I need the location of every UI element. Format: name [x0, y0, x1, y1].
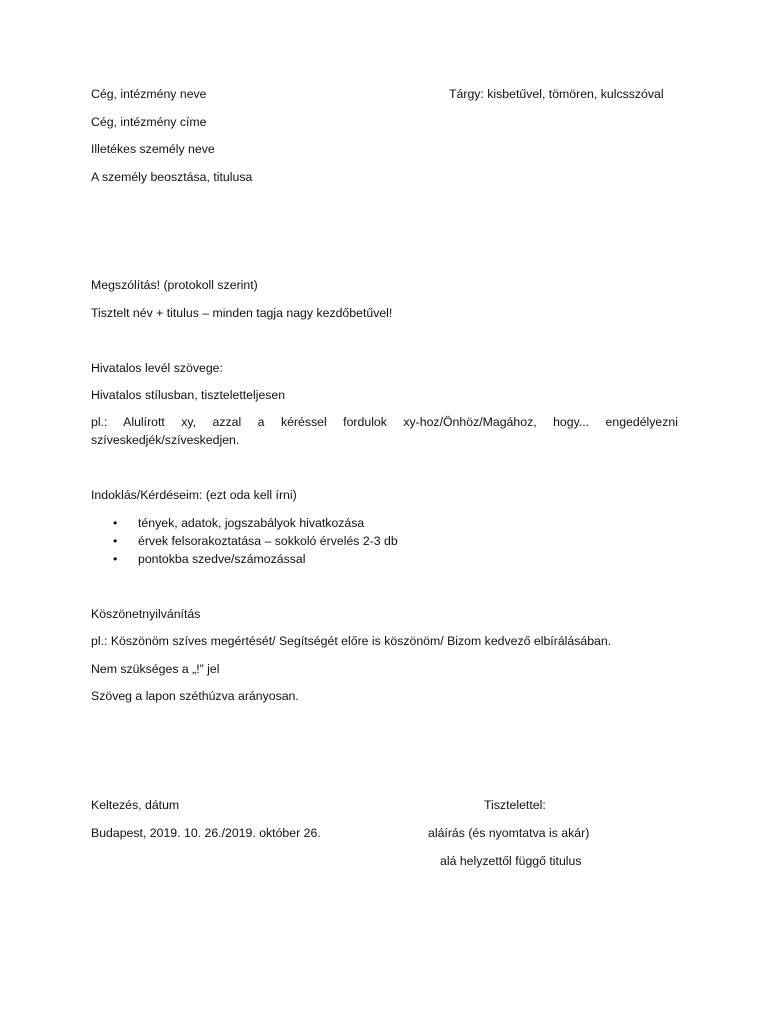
- thanks-note: Nem szükséges a „!” jel: [91, 662, 220, 676]
- list-item: [113, 552, 306, 566]
- salutation-heading: Megszólítás! (protokoll szerint): [91, 278, 258, 292]
- date-label: Keltezés, dátum: [91, 798, 180, 812]
- person-title: A személy beosztása, titulusa: [91, 170, 253, 184]
- list-item-text: tények, adatok, jogszabályok hivatkozása: [138, 516, 365, 530]
- list-item-text: pontokba szedve/számozással: [138, 552, 306, 566]
- bullet-icon: •: [113, 552, 118, 566]
- salutation-text: Tisztelt név + titulus – minden tagja nagy kezdőbetűvel!: [91, 306, 393, 320]
- signature-title: alá helyzettől függő titulus: [440, 854, 582, 868]
- reasoning-heading: Indoklás/Kérdéseim: (ezt oda kell írni): [91, 488, 297, 502]
- closing-text: Tisztelettel:: [484, 798, 546, 812]
- signature-line: aláírás (és nyomtatva is akár): [428, 826, 590, 840]
- person-name: Illetékes személy neve: [91, 142, 215, 156]
- thanks-example: pl.: Köszönöm szíves megértését/ Segítségét előre is köszönöm/ Bizom kedvező elbírálásában.: [91, 634, 612, 648]
- bullet-icon: •: [113, 516, 118, 530]
- thanks-heading: Köszönetnyilvánítás: [91, 607, 201, 621]
- company-address: Cég, intézmény címe: [91, 115, 207, 129]
- bullet-icon: •: [113, 534, 118, 548]
- body-heading: Hivatalos levél szövege:: [91, 361, 223, 375]
- layout-note: Szöveg a lapon széthúzva arányosan.: [91, 689, 299, 703]
- list-item: [113, 516, 365, 530]
- company-name: Cég, intézmény neve: [91, 87, 207, 101]
- subject-line: Tárgy: kisbetűvel, tömören, kulcsszóval: [449, 87, 664, 101]
- list-item-text: érvek felsorakoztatása – sokkoló érvelés 2-3 db: [138, 534, 398, 548]
- body-style: Hivatalos stílusban, tiszteletteljesen: [91, 388, 286, 402]
- body-example: pl.: Alulírott xy, azzal a kéréssel fordulok xy-hoz/Önhöz/Magához, hogy... engedélyezni szíveskedjék/szíveskedjen.: [91, 415, 678, 447]
- date-value: Budapest, 2019. 10. 26./2019. október 26.: [91, 826, 321, 840]
- list-item: [113, 534, 398, 548]
